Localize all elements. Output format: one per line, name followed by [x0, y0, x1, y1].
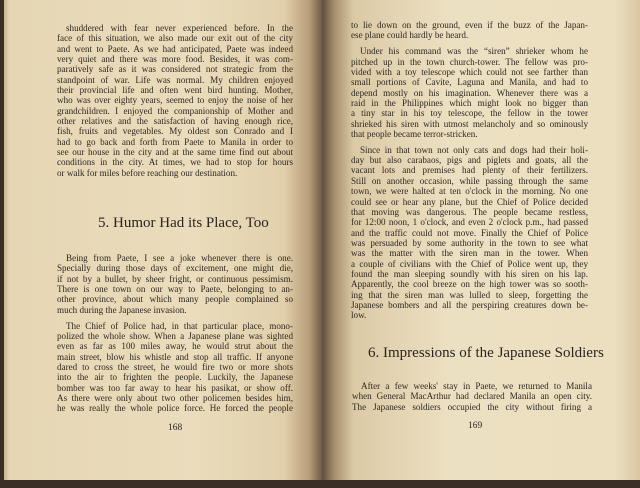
text-line: vided with a toy telescope which could not see farther than: [351, 66, 588, 77]
page-number: 168: [168, 423, 183, 433]
text-line: was the matter with the siren man in the tower. When: [351, 248, 588, 259]
text-line: he was really the whole police force. He forced the people: [57, 403, 293, 414]
paragraph: [352, 381, 592, 412]
text-line: or walk for miles before reaching our destination.: [57, 167, 238, 178]
text-line: grandchildren. I enjoyed the companionship of Mother and: [57, 105, 293, 116]
paragraph: [351, 46, 588, 139]
text-line: shuddered with fear never experienced before. In the: [66, 23, 293, 33]
text-line: The Japanese soldiers occupied the city without firing a: [352, 401, 592, 412]
text-line: if not by a bullet, by sheer fright, or continuous pessimism.: [57, 273, 293, 284]
text-line: other relatives and the satisfaction of having enough rice,: [57, 116, 293, 127]
text-line: ese plane could hardly be heard.: [351, 30, 469, 41]
text-line: paratively safe as it was considered not strategic from the: [57, 64, 293, 75]
text-line: very quiet and there was more food. Besides, it was com-: [57, 54, 293, 65]
text-line: depend mostly on his imagination. Whenever there was a: [351, 87, 588, 98]
text-line: Apparently, the cool breeze on the high tower was so sooth-: [351, 279, 588, 290]
paragraph: [57, 253, 293, 315]
text-line: dared to cross the street, he would fire two or more shots: [57, 361, 293, 372]
left-page: [4, 0, 322, 480]
text-line: main street, blow his whistle and stop all traffic. If anyone: [57, 351, 293, 362]
text-line: was persuaded by some authority in the town to see what: [351, 237, 588, 248]
text-block: [57, 23, 293, 184]
text-line: Being from Paete, I see a joke whenever there is one.: [66, 253, 293, 263]
paragraph: [351, 20, 588, 41]
text-line: a tiny star in his toy telescope, the fellow in the tower: [351, 108, 588, 119]
text-block: [351, 20, 588, 326]
text-line: when General MacArthur had declared Manila an open city.: [352, 391, 592, 402]
text-block: [352, 381, 592, 418]
text-line: Still on another occasion, while passing through the same: [351, 175, 588, 186]
text-line: day but also carabaos, pigs and piglets and goats, all the: [351, 155, 588, 166]
text-line: that people became terror-stricken.: [351, 128, 478, 139]
text-line: their provincial life and often went bird hunting. Mother,: [57, 85, 293, 96]
chapter-heading: 5. Humor Had its Place, Too: [98, 215, 269, 231]
text-line: other province, about which many people complained so: [57, 294, 293, 305]
text-line: Since in that town not only cats and dogs had their holi-: [360, 144, 588, 155]
text-line: and went to Paete. As we had anticipated, Paete was indeed: [57, 43, 293, 54]
paragraph: [57, 321, 293, 414]
text-line: There is one town on our way to Paete, belonging to an-: [57, 284, 293, 295]
text-line: to lie down on the ground, even if the buzz of the Japan-: [351, 20, 588, 30]
text-line: town, we were halted at ten o'clock in the morning. No one: [351, 186, 588, 197]
chapter-heading: 6. Impressions of the Japanese Soldiers: [368, 345, 604, 361]
text-line: for 12:00 noon, 1 o'clock, and even 2 o'clock p.m., had passed: [351, 217, 588, 228]
right-page: [322, 0, 640, 480]
text-line: pitched up in the town church-tower. The fellow was pro-: [351, 56, 588, 67]
text-block: [57, 253, 293, 419]
text-line: face of this situation, we also made our exit out of the city: [57, 33, 293, 44]
text-line: Under his command was the “siren” shrieker whom he: [360, 46, 588, 57]
text-line: vacant lots and premises had plenty of their fertilizers.: [351, 165, 588, 176]
text-line: see our house in the city and at the same time find out about: [57, 147, 293, 158]
text-line: The Chief of Police had, in that particular place, mono-: [66, 320, 293, 331]
text-line: low.: [351, 310, 367, 321]
text-line: and the traffic could not move. Finally the Chief of Police: [351, 227, 588, 238]
text-line: raid in the Philippines which might look no bigger than: [351, 97, 588, 108]
text-line: who was over eighty years, seemed to enjoy the noise of her: [57, 95, 293, 106]
text-line: small portions of Cavite, Laguna and Manila, and had to: [351, 77, 588, 88]
text-line: Japanese bombers and all the perspiring creatures down be-: [351, 299, 588, 310]
text-line: a couple of civilians with the Chief of Police went up, they: [351, 258, 588, 269]
text-line: had to go back and forth from Paete to Manila in order to: [57, 136, 293, 147]
text-line: polized the whole show. When a Japanese plane was sighted: [57, 330, 293, 341]
text-line: into the air to frighten the people. Luckily, the Japanese: [57, 372, 293, 383]
page-number: 169: [468, 421, 483, 431]
text-line: fish, fruits and vegetables. My oldest son Conrado and I: [57, 126, 293, 137]
text-line: Specially during those days of excitement, one might die,: [57, 263, 293, 274]
text-line: conditions in the city. At times, we had to stop for hours: [57, 157, 293, 168]
text-line: standpoint of war. Life was normal. My children enjoyed: [57, 74, 293, 85]
text-line: shrieked his siren with utmost melancholy and so ominously: [351, 118, 588, 129]
text-line: ing that the siren man was lulled to sleep, forgetting the: [351, 289, 588, 300]
text-line: found the man sleeping soundly with his siren on his lap.: [351, 268, 588, 279]
text-line: even as far as 100 miles away, he would strut about the: [57, 341, 293, 352]
paragraph: [351, 145, 588, 321]
text-line: could see or hear any plane, but the Chief of Police decided: [351, 196, 588, 207]
text-line: that moving was dangerous. The people became restless,: [351, 206, 588, 217]
text-line: As there were only about two other policemen besides him,: [57, 392, 293, 403]
text-line: bomber was too far away to hear his pasikat, or show off.: [57, 382, 293, 393]
text-line: After a few weeks' stay in Paete, we returned to Manila: [361, 381, 592, 391]
paragraph: [57, 23, 293, 178]
text-line: much during the Japanese invasion.: [57, 304, 187, 315]
